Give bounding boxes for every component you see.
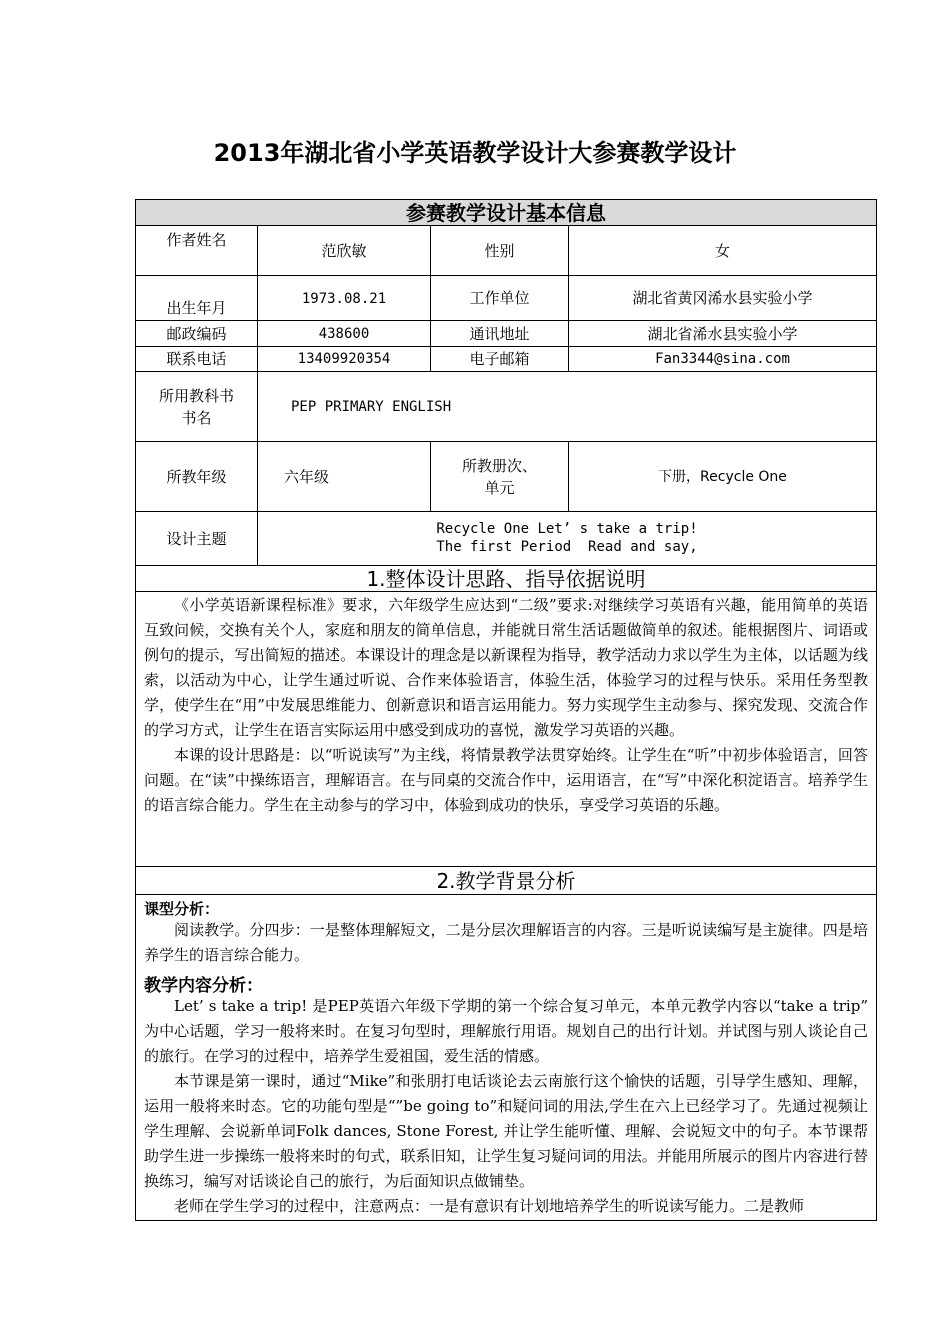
content-analysis-paragraph-1: Let’ s take a trip! 是PEP英语六年级下学期的第一个综合复习单元，本单元教学内容以“take a trip” 为中心话题，学习一般将来时。在复习句型时，理解旅行用语。规划自己的出行计划。并试图与别人谈论自己的旅行。在学习的过程中，培养学生爱祖国，爱生活的情感。: [144, 997, 868, 1065]
birth-value: 1973.08.21: [301, 291, 387, 307]
content-analysis-subheading: 教学内容分析：: [144, 976, 263, 996]
volume-label-line2: 单元: [484, 478, 515, 497]
birth-label: 出生年月: [166, 299, 227, 317]
lesson-type-body: [144, 918, 868, 968]
info-heading: 参赛教学设计基本信息: [406, 201, 606, 225]
gender-value: 女: [714, 241, 730, 260]
theme-value-line2: The first Period Read and say,: [436, 539, 698, 555]
theme-label: 设计主题: [166, 529, 227, 548]
volume-label: [431, 442, 568, 511]
phone-value: 13409920354: [297, 351, 391, 367]
grade-label: 所教年级: [166, 467, 227, 486]
grade-value: 六年级: [284, 467, 330, 486]
volume-value: 下册，Recycle One: [658, 468, 787, 485]
work-label: 工作单位: [469, 289, 530, 307]
section1-heading: 1.整体设计思路、指导依据说明: [366, 566, 646, 591]
theme-value: [258, 518, 876, 558]
work-value: 湖北省黄冈浠水县实验小学: [632, 289, 813, 307]
textbook-label-line1: 所用教科书: [158, 386, 234, 405]
lesson-type-subheading: 课型分析：: [144, 900, 220, 918]
document-title: 2013年湖北省小学英语教学设计大参赛教学设计: [213, 139, 737, 167]
phone-label: 联系电话: [166, 350, 227, 368]
design-table: [135, 199, 877, 1221]
section1-paragraph-2: 本课的设计思路是：以“听说读写”为主线，将情景教学法贯穿始终。让学生在“听”中初步体验语言，回答问题。在“读”中操练语言，理解语言。在与同桌的交流合作中，运用语言，在“写”中深化积淀语言。培养学生的语言综合能力。学生在主动参与的学习中，体验到成功的快乐，享受学习英语的乐趣。: [144, 746, 868, 814]
lesson-type-paragraph: 阅读教学。分四步：一是整体理解短文，二是分层次理解语言的内容。三是听说读编写是主旋律。四是培养学生的语言综合能力。: [144, 921, 868, 964]
section1-body: [144, 593, 868, 818]
content-analysis-paragraph-3: 老师在学生学习的过程中，注意两点：一是有意识有计划地培养学生的听说读写能力。二是教师: [174, 1197, 805, 1215]
volume-label-line1: 所教册次、: [461, 456, 537, 475]
address-value: 湖北省浠水县实验小学: [647, 324, 798, 343]
postcode-label: 邮政编码: [166, 324, 227, 343]
author-value: 范欣敏: [321, 241, 367, 260]
textbook-value: PEP PRIMARY ENGLISH: [291, 398, 452, 415]
section1-paragraph-1: 《小学英语新课程标准》要求，六年级学生应达到“二级”要求:对继续学习英语有兴趣，能用简单的英语互致问候，交换有关个人，家庭和朋友的简单信息，并能就日常生活话题做简单的叙述。能根据图片、词语或例句的提示，写出简短的描述。本课设计的理念是以新课程为指导，教学活动力求以学生为主体，以话题为线索，以活动为中心，让学生通过听说、合作来体验语言，体验生活，体验学习的过程与快乐。采用任务型教学，使学生在“用”中发展思维能力、创新意识和语言运用能力。努力实现学生主动参与、探究发现、交流合作的学习方式，让学生在语言实际运用中感受到成功的喜悦，激发学习英语的兴趣。: [144, 596, 868, 739]
postcode-value: 438600: [318, 325, 370, 342]
textbook-label: [136, 372, 257, 441]
email-value: Fan3344@sina.com: [655, 351, 790, 367]
author-label: 作者姓名: [166, 231, 227, 249]
gender-label: 性别: [484, 241, 515, 260]
textbook-label-line2: 书名: [181, 408, 212, 427]
section2-heading: 2.教学背景分析: [436, 868, 576, 893]
email-label: 电子邮箱: [469, 350, 530, 368]
theme-value-line1: Recycle One Let’ s take a trip!: [436, 521, 698, 537]
content-analysis-paragraph-2: 本节课是第一课时，通过“Mike”和张朋打电话谈论去云南旅行这个愉快的话题，引导学生感知、理解，运用一般将来时态。它的功能句型是“”be going to”和疑问词的用法,学生在六上已经学习了。先通过视频让学生理解、会说新单词Folk dances, Stone Forest, 并让学生能听懂、理解、会说短文中的句子。本节课帮助学生进一步操练一般将来时的句式，联系旧知，让学生复习疑问词的用法。并能用所展示的图片内容进行替换练习，编写对话谈论自己的旅行，为后面知识点做铺垫。: [144, 1072, 868, 1190]
content-analysis-body: [144, 994, 868, 1219]
address-label: 通讯地址: [469, 324, 530, 343]
